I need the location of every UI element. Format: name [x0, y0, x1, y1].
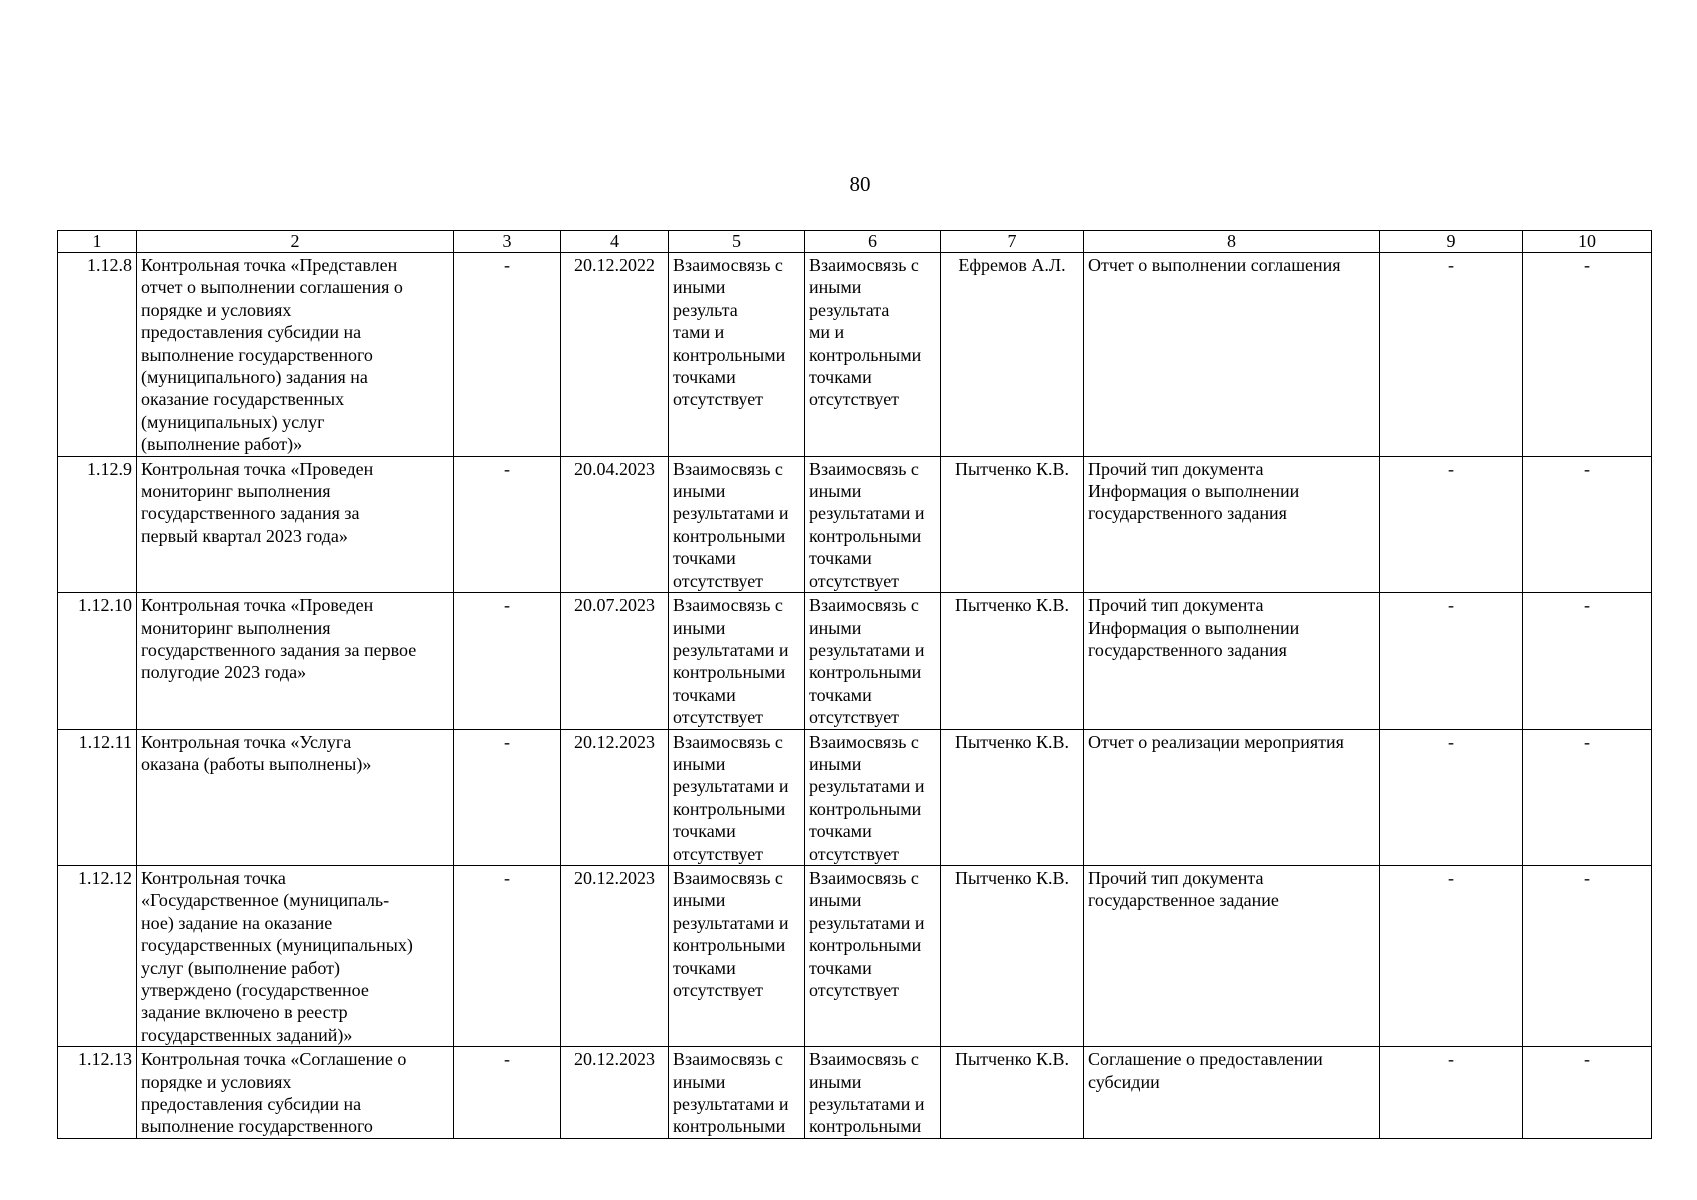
responsible-cell: Пытченко К.В.: [941, 865, 1084, 1046]
relation-cell-col6-line: иными: [809, 277, 862, 298]
control-points-table: [57, 230, 1652, 1139]
date-cell: 20.12.2023: [561, 1047, 669, 1139]
relation-cell-col6: [805, 865, 941, 1046]
date-cell: 20.12.2023: [561, 729, 669, 865]
relation-cell-col5-line: иными: [673, 617, 726, 638]
relation-cell-col6-line: отсутствует: [809, 843, 900, 864]
document-type-cell-line: Отчет о реализации мероприятия: [1088, 731, 1344, 752]
relation-cell-col6-line: точками: [809, 548, 872, 569]
control-point-name-cell-line: Контрольная точка «Представлен: [141, 255, 398, 275]
document-type-cell: [1084, 1047, 1380, 1139]
column-10-cell: -: [1523, 593, 1652, 729]
relation-cell-col6-line: Взаимосвязь с: [809, 1049, 919, 1070]
column-10-cell: -: [1523, 253, 1652, 457]
control-point-name-cell-line: государственного задания за первое: [141, 639, 417, 660]
relation-cell-col5-line: Взаимосвязь с: [673, 255, 783, 275]
relation-cell-col5-line: отсутствует: [673, 707, 764, 728]
page-number: 80: [849, 172, 871, 196]
header-row: [58, 231, 1652, 253]
column-3-cell: -: [454, 593, 561, 729]
relation-cell-col6: [805, 593, 941, 729]
relation-cell-col6-line: контрольными: [809, 1116, 922, 1137]
column-3-cell: -: [454, 865, 561, 1046]
relation-cell-col6-line: точками: [809, 367, 872, 388]
control-point-name-cell-line: государственного задания за: [141, 503, 360, 524]
relation-cell-col5-line: Взаимосвязь с: [673, 595, 783, 616]
relation-cell-col5-line: иными: [673, 481, 726, 502]
column-9-cell: -: [1380, 729, 1523, 865]
control-point-name-cell-line: «Государственное (муниципаль-: [141, 890, 390, 911]
control-point-name-cell-line: утверждено (государственное: [141, 980, 369, 1000]
control-point-name-cell-line: выполнение государственного: [141, 344, 373, 365]
table-row: [58, 593, 1652, 729]
document-type-cell-line: Информация о выполнении: [1088, 481, 1300, 502]
responsible-cell: Ефремов А.Л.: [941, 253, 1084, 457]
document-type-cell-line: Отчет о выполнении соглашения: [1088, 255, 1341, 275]
control-point-name-cell-line: ное) задание на оказание: [141, 912, 333, 933]
control-point-name-cell-line: порядке и условиях: [141, 299, 292, 320]
relation-cell-col5: [669, 1047, 805, 1139]
table-row: [58, 865, 1652, 1046]
control-point-name-cell-line: оказана (работы выполнены)»: [141, 753, 372, 774]
relation-cell-col5-line: результатами и: [673, 1094, 789, 1115]
control-point-name-cell-line: полугодие 2023 года»: [141, 662, 307, 683]
relation-cell-col6: [805, 1047, 941, 1139]
relation-cell-col6-line: точками: [809, 821, 872, 842]
item-number-cell: 1.12.9: [58, 456, 137, 592]
item-number-cell: 1.12.13: [58, 1047, 137, 1139]
column-9-cell: -: [1380, 593, 1523, 729]
relation-cell-col5-line: точками: [673, 367, 736, 388]
column-9-cell: -: [1380, 1047, 1523, 1139]
relation-cell-col6-line: Взаимосвязь с: [809, 595, 919, 616]
relation-cell-col5-line: отсутствует: [673, 570, 764, 591]
control-point-name-cell-line: Контрольная точка: [141, 867, 286, 888]
relation-cell-col5-line: контрольными: [673, 344, 786, 365]
responsible-cell: Пытченко К.В.: [941, 729, 1084, 865]
relation-cell-col5-line: точками: [673, 957, 736, 978]
relation-cell-col6-line: результатами и: [809, 776, 925, 797]
document-type-cell-line: Информация о выполнении: [1088, 617, 1300, 638]
relation-cell-col5-line: отсутствует: [673, 980, 764, 1000]
column-3-cell: -: [454, 456, 561, 592]
relation-cell-col5-line: Взаимосвязь с: [673, 1049, 783, 1070]
column-header: 10: [1523, 231, 1652, 253]
column-header: 6: [805, 231, 941, 253]
relation-cell-col6-line: иными: [809, 890, 862, 911]
control-point-name-cell-line: предоставления субсидии на: [141, 1094, 362, 1115]
relation-cell-col6-line: отсутствует: [809, 570, 900, 591]
control-point-name-cell: [137, 253, 454, 457]
column-header: 8: [1084, 231, 1380, 253]
relation-cell-col6-line: результата: [809, 299, 890, 320]
control-point-name-cell-line: (выполнение работ)»: [141, 434, 303, 455]
column-header: 3: [454, 231, 561, 253]
column-header: 7: [941, 231, 1084, 253]
relation-cell-col6-line: отсутствует: [809, 980, 900, 1000]
document-type-cell-line: Соглашение о предоставлении: [1088, 1049, 1323, 1070]
relation-cell-col6-line: отсутствует: [809, 707, 900, 728]
relation-cell-col5-line: отсутствует: [673, 389, 764, 410]
responsible-cell: Пытченко К.В.: [941, 593, 1084, 729]
relation-cell-col5-line: отсутствует: [673, 843, 764, 864]
responsible-cell: Пытченко К.В.: [941, 1047, 1084, 1139]
document-type-cell-line: субсидии: [1088, 1071, 1160, 1092]
control-point-name-cell: [137, 1047, 454, 1139]
control-point-name-cell-line: Контрольная точка «Услуга: [141, 731, 352, 752]
relation-cell-col6-line: контрольными: [809, 935, 922, 956]
item-number-cell: 1.12.8: [58, 253, 137, 457]
document-type-cell: [1084, 593, 1380, 729]
relation-cell-col6-line: Взаимосвязь с: [809, 867, 919, 888]
document-type-cell-line: Прочий тип документа: [1088, 458, 1264, 479]
relation-cell-col6: [805, 456, 941, 592]
column-header: 1: [58, 231, 137, 253]
relation-cell-col5: [669, 456, 805, 592]
column-9-cell: -: [1380, 253, 1523, 457]
control-point-name-cell-line: отчет о выполнении соглашения о: [141, 277, 403, 298]
column-header: 9: [1380, 231, 1523, 253]
control-point-name-cell-line: (муниципальных) услуг: [141, 411, 325, 432]
relation-cell-col6-line: контрольными: [809, 798, 922, 819]
column-3-cell: -: [454, 1047, 561, 1139]
control-point-name-cell-line: Контрольная точка «Проведен: [141, 458, 374, 479]
relation-cell-col5-line: контрольными: [673, 525, 786, 546]
column-10-cell: -: [1523, 456, 1652, 592]
relation-cell-col6-line: иными: [809, 481, 862, 502]
relation-cell-col6-line: результатами и: [809, 912, 925, 933]
control-point-name-cell-line: Контрольная точка «Проведен: [141, 595, 374, 616]
control-point-name-cell-line: первый квартал 2023 года»: [141, 525, 348, 546]
item-number-cell: 1.12.10: [58, 593, 137, 729]
date-cell: 20.12.2022: [561, 253, 669, 457]
relation-cell-col6-line: контрольными: [809, 525, 922, 546]
control-point-name-cell: [137, 593, 454, 729]
document-type-cell: [1084, 865, 1380, 1046]
table-row: [58, 253, 1652, 457]
column-header: 4: [561, 231, 669, 253]
control-point-name-cell-line: услуг (выполнение работ): [141, 957, 340, 978]
relation-cell-col6-line: точками: [809, 684, 872, 705]
column-10-cell: -: [1523, 729, 1652, 865]
column-header: 2: [137, 231, 454, 253]
control-point-name-cell-line: оказание государственных: [141, 389, 345, 410]
column-10-cell: -: [1523, 865, 1652, 1046]
document-type-cell: [1084, 729, 1380, 865]
column-3-cell: -: [454, 729, 561, 865]
relation-cell-col5-line: контрольными: [673, 798, 786, 819]
control-point-name-cell: [137, 865, 454, 1046]
relation-cell-col6-line: Взаимосвязь с: [809, 458, 919, 479]
relation-cell-col5-line: контрольными: [673, 662, 786, 683]
document-type-cell-line: государственного задания: [1088, 639, 1287, 660]
column-10-cell: -: [1523, 1047, 1652, 1139]
control-point-name-cell-line: мониторинг выполнения: [141, 617, 331, 638]
relation-cell-col5: [669, 593, 805, 729]
control-point-name-cell-line: государственных заданий)»: [141, 1024, 353, 1045]
date-cell: 20.04.2023: [561, 456, 669, 592]
control-point-name-cell-line: мониторинг выполнения: [141, 481, 331, 502]
responsible-cell: Пытченко К.В.: [941, 456, 1084, 592]
relation-cell-col5-line: точками: [673, 684, 736, 705]
control-point-name-cell-line: государственных (муниципальных): [141, 935, 413, 956]
item-number-cell: 1.12.11: [58, 729, 137, 865]
item-number-cell: 1.12.12: [58, 865, 137, 1046]
relation-cell-col6-line: иными: [809, 617, 862, 638]
column-9-cell: -: [1380, 456, 1523, 592]
relation-cell-col6-line: отсутствует: [809, 389, 900, 410]
relation-cell-col6-line: иными: [809, 753, 862, 774]
relation-cell-col5-line: контрольными: [673, 935, 786, 956]
table-row: [58, 456, 1652, 592]
relation-cell-col5: [669, 729, 805, 865]
control-point-name-cell: [137, 456, 454, 592]
date-cell: 20.07.2023: [561, 593, 669, 729]
control-point-name-cell-line: (муниципального) задания на: [141, 367, 368, 388]
relation-cell-col5-line: точками: [673, 821, 736, 842]
control-point-name-cell-line: задание включено в реестр: [141, 1002, 348, 1023]
relation-cell-col5-line: Взаимосвязь с: [673, 458, 783, 479]
relation-cell-col5-line: иными: [673, 753, 726, 774]
relation-cell-col6-line: Взаимосвязь с: [809, 255, 919, 275]
document-type-cell-line: Прочий тип документа: [1088, 595, 1264, 616]
relation-cell-col5-line: результатами и: [673, 503, 789, 524]
control-point-name-cell-line: Контрольная точка «Соглашение о: [141, 1049, 407, 1070]
relation-cell-col6-line: Взаимосвязь с: [809, 731, 919, 752]
column-header: 5: [669, 231, 805, 253]
control-point-name-cell-line: порядке и условиях: [141, 1071, 292, 1092]
relation-cell-col5-line: результатами и: [673, 776, 789, 797]
relation-cell-col5: [669, 865, 805, 1046]
relation-cell-col5-line: Взаимосвязь с: [673, 867, 783, 888]
relation-cell-col5-line: тами и: [673, 322, 725, 343]
document-type-cell: [1084, 253, 1380, 457]
column-3-cell: -: [454, 253, 561, 457]
relation-cell-col5-line: результа: [673, 299, 738, 320]
relation-cell-col5-line: иными: [673, 890, 726, 911]
relation-cell-col5-line: Взаимосвязь с: [673, 731, 783, 752]
relation-cell-col6-line: контрольными: [809, 344, 922, 365]
relation-cell-col6: [805, 729, 941, 865]
relation-cell-col6-line: ми и: [809, 322, 845, 343]
relation-cell-col5-line: контрольными: [673, 1116, 786, 1137]
document-type-cell: [1084, 456, 1380, 592]
relation-cell-col5-line: иными: [673, 1071, 726, 1092]
relation-cell-col6: [805, 253, 941, 457]
document-type-cell-line: Прочий тип документа: [1088, 867, 1264, 888]
column-9-cell: -: [1380, 865, 1523, 1046]
relation-cell-col5-line: точками: [673, 548, 736, 569]
relation-cell-col5-line: результатами и: [673, 639, 789, 660]
table-row: [58, 1047, 1652, 1139]
control-point-name-cell-line: предоставления субсидии на: [141, 322, 362, 343]
relation-cell-col5: [669, 253, 805, 457]
relation-cell-col6-line: контрольными: [809, 662, 922, 683]
date-cell: 20.12.2023: [561, 865, 669, 1046]
relation-cell-col6-line: точками: [809, 957, 872, 978]
relation-cell-col6-line: иными: [809, 1071, 862, 1092]
table-row: [58, 729, 1652, 865]
document-type-cell-line: государственного задания: [1088, 503, 1287, 524]
relation-cell-col6-line: результатами и: [809, 503, 925, 524]
relation-cell-col5-line: результатами и: [673, 912, 789, 933]
relation-cell-col5-line: иными: [673, 277, 726, 298]
control-point-name-cell: [137, 729, 454, 865]
relation-cell-col6-line: результатами и: [809, 639, 925, 660]
relation-cell-col6-line: результатами и: [809, 1094, 925, 1115]
document-type-cell-line: государственное задание: [1088, 890, 1279, 911]
control-point-name-cell-line: выполнение государственного: [141, 1116, 373, 1137]
